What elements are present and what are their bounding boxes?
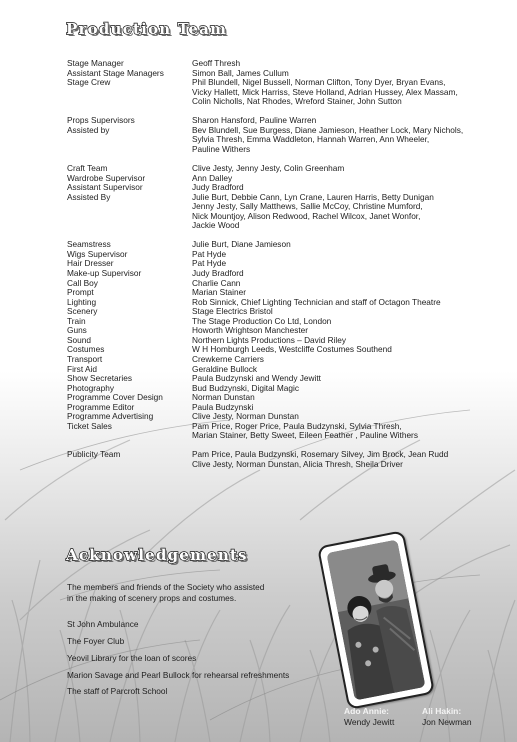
role-label: Costumes bbox=[67, 344, 105, 355]
role-label: Lighting bbox=[67, 296, 97, 307]
role-label: Transport bbox=[67, 353, 103, 364]
acknowledgements-intro-line: in the making of scenery props and costumes. bbox=[67, 593, 237, 603]
role-label: Photography bbox=[67, 382, 115, 393]
names-line: Marian Stainer, Betty Sweet, Eileen Feather , Pauline Withers bbox=[192, 430, 418, 441]
role-label: Train bbox=[67, 315, 86, 326]
role-label: Wigs Supervisor bbox=[67, 248, 128, 259]
names-line: Paula Budzynski bbox=[192, 401, 254, 412]
role-label: Guns bbox=[67, 325, 87, 336]
role-label: Stage Crew bbox=[67, 77, 111, 88]
character-name: Ali Hakin: bbox=[422, 706, 462, 716]
names-line: Clive Jesty, Jenny Jesty, Colin Greenham bbox=[192, 163, 345, 174]
role-label: Craft Team bbox=[67, 163, 108, 174]
names-line: Sharon Hansford, Pauline Warren bbox=[192, 115, 317, 126]
actor-name: Jon Newman bbox=[422, 717, 472, 727]
names-line: Jackie Wood bbox=[192, 220, 240, 231]
names-line: Clive Jesty, Norman Dunstan, Alicia Thresh, Sheila Driver bbox=[192, 458, 403, 469]
names-line: Pam Price, Paula Budzynski, Rosemary Silvey, Jim Brock, Jean Rudd bbox=[192, 449, 449, 460]
names-line: Julie Burt, Debbie Cann, Lyn Crane, Lauren Harris, Betty Dunigan bbox=[192, 191, 434, 202]
role-label: Prompt bbox=[67, 287, 94, 298]
names-line: Northern Lights Productions – David Riley bbox=[192, 334, 347, 345]
names-line: Pat Hyde bbox=[192, 258, 227, 269]
names-line: Julie Burt, Diane Jamieson bbox=[192, 239, 291, 250]
acknowledgement-item: Yeovil Library for the loan of scores bbox=[67, 653, 197, 663]
role-label: Publicity Team bbox=[67, 449, 121, 460]
role-label: Seamstress bbox=[67, 239, 111, 250]
names-line: Ann Dalley bbox=[192, 172, 233, 183]
names-line: The Stage Production Co Ltd, London bbox=[192, 315, 332, 326]
names-line: Judy Bradford bbox=[192, 182, 244, 193]
role-label: Show Secretaries bbox=[67, 373, 133, 384]
names-line: Phil Blundell, Nigel Bussell, Norman Clifton, Tony Dyer, Bryan Evans, bbox=[192, 77, 446, 88]
actor-name: Wendy Jewitt bbox=[344, 717, 395, 727]
names-column bbox=[192, 59, 463, 470]
role-label: Hair Dresser bbox=[67, 258, 114, 269]
acknowledgement-item: The Foyer Club bbox=[67, 636, 125, 646]
names-line: Sylvia Thresh, Emma Waddleton, Hannah Warren, Ann Wheeler, bbox=[192, 134, 430, 145]
names-line: Clive Jesty, Norman Dunstan bbox=[192, 411, 299, 422]
names-line: Jenny Jesty, Sally Matthews, Sallie McCoy, Christine Mumford, bbox=[192, 201, 423, 212]
acknowledgement-item: The staff of Parcroft School bbox=[67, 686, 168, 696]
role-label: Programme Editor bbox=[67, 401, 135, 412]
names-line: Geraldine Bullock bbox=[192, 363, 258, 374]
names-line: Colin Nicholls, Nat Rhodes, Wreford Stainer, John Sutton bbox=[192, 96, 402, 107]
role-label: Props Supervisors bbox=[67, 115, 135, 126]
acknowledgement-item: Marion Savage and Pearl Bullock for rehearsal refreshments bbox=[67, 670, 290, 680]
names-line: Pauline Withers bbox=[192, 143, 251, 154]
role-label: Assisted By bbox=[67, 191, 111, 202]
production-team-heading: Production Team bbox=[66, 20, 228, 38]
role-label: Call Boy bbox=[67, 277, 98, 288]
names-line: Marian Stainer bbox=[192, 287, 246, 298]
names-line: Howorth Wrightson Manchester bbox=[192, 325, 309, 336]
role-label: Assistant Supervisor bbox=[67, 182, 143, 193]
role-label: Assistant Stage Managers bbox=[67, 67, 164, 78]
cast-caption-right bbox=[422, 706, 472, 728]
role-label: Stage Manager bbox=[67, 58, 124, 68]
role-label: Programme Advertising bbox=[67, 411, 154, 422]
role-label: Wardrobe Supervisor bbox=[67, 172, 146, 183]
names-line: Pam Price, Roger Price, Paula Budzynski, Sylvia Thresh, bbox=[192, 420, 402, 431]
role-column bbox=[67, 59, 164, 460]
role-label: Scenery bbox=[67, 306, 98, 317]
role-label: Ticket Sales bbox=[67, 420, 112, 431]
names-line: Rob Sinnick, Chief Lighting Technician and staff of Octagon Theatre bbox=[192, 296, 441, 307]
acknowledgements-heading: Acknowledgements bbox=[66, 546, 248, 564]
acknowledgements-intro-line: The members and friends of the Society who assisted bbox=[67, 582, 265, 592]
names-line: Simon Ball, James Cullum bbox=[192, 67, 289, 78]
names-line: W H Homburgh Leeds, Westcliffe Costumes Southend bbox=[192, 344, 392, 355]
role-label: Assisted by bbox=[67, 124, 110, 135]
role-label: Make-up Supervisor bbox=[67, 268, 142, 279]
cast-caption-left bbox=[344, 706, 394, 728]
acknowledgement-item: St John Ambulance bbox=[67, 619, 139, 629]
names-line: Judy Bradford bbox=[192, 268, 244, 279]
names-line: Norman Dunstan bbox=[192, 392, 255, 403]
names-line: Bud Budzynski, Digital Magic bbox=[192, 382, 299, 393]
character-name: Ado Annie: bbox=[344, 706, 390, 716]
names-line: Pat Hyde bbox=[192, 248, 227, 259]
names-line: Stage Electrics Bristol bbox=[192, 306, 273, 317]
names-line: Geoff Thresh bbox=[192, 58, 241, 68]
role-label: Sound bbox=[67, 334, 91, 345]
names-line: Paula Budzynski and Wendy Jewitt bbox=[192, 373, 321, 384]
names-line: Charlie Cann bbox=[192, 277, 241, 288]
role-label: First Aid bbox=[67, 363, 97, 374]
names-line: Bev Blundell, Sue Burgess, Diane Jamieson, Heather Lock, Mary Nichols, bbox=[192, 124, 464, 135]
names-line: Crewkerne Carriers bbox=[192, 353, 264, 364]
role-label: Programme Cover Design bbox=[67, 392, 163, 403]
names-line: Vicky Hallett, Mick Harriss, Steve Holland, Adrian Hussey, Alex Massam, bbox=[192, 86, 458, 97]
names-line: Nick Mountjoy, Alison Redwood, Rachel Wilcox, Janet Wonfor, bbox=[192, 210, 421, 221]
